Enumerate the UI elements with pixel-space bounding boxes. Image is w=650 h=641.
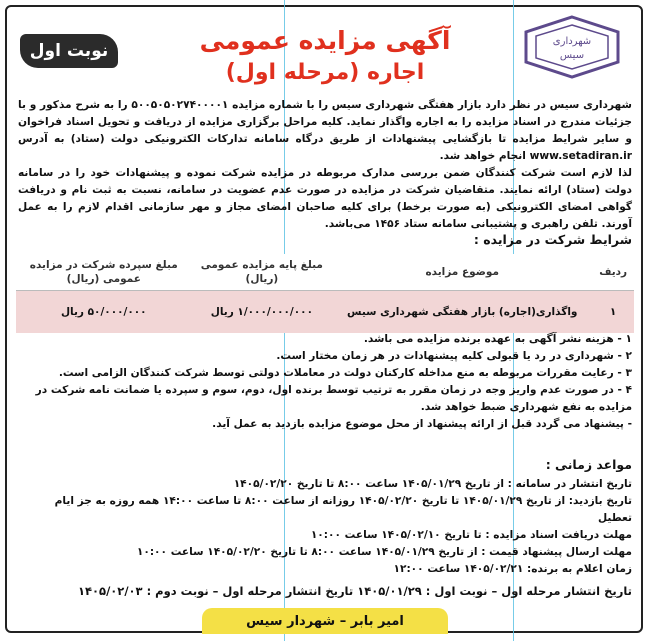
list-item: مهلت دریافت اسناد مزایده : تا تاریخ ۱۴۰۵/۰۲/۱۰ ساعت ۱۰:۰۰ (310, 529, 632, 541)
intro-text: در نظر دارد بازار هفتگی شهرداری سیس را با شماره مزایده ۵۰۰۵۰۵۰۲۷۴۰۰۰۰۱ را به شرح مذکور و با جزئیات مندرج در اسناد مزایده را به اجاره واگذار نماید. کلیه مراحل برگزاری مزایده از دریافت و تحویل اسناد فراخوان و سایر شرایط مزایده تا بازگشایی پیشنهادات از طریق درگاه سامانه تدارکات الکترونیکی دولت (ستاد) به آدرس www.setadiran.ir انجام خواهد شد. (18, 99, 632, 162)
conditions-heading: شرایط شرکت در مزایده : (473, 232, 632, 247)
list-item: ۱ - هزینه نشر آگهی به عهده برنده مزایده می باشد. (363, 333, 632, 345)
intro-lead: شهرداری سیس (549, 99, 632, 111)
list-item: - پیشنهاد می گردد قبل از ارائه پیشنهاد از محل موضوع مزایده بازدید به عمل آید. (212, 418, 632, 430)
publish-dates: تاریخ انتشار مرحله اول – نوبت اول : ۱۴۰۵/۰۱/۲۹ تاریخ انتشار مرحله اول – نوبت دوم : ۱۴۰۵/۰۲/۰۳ (78, 584, 632, 598)
col-header-base-price: مبلغ پایه مزایده عمومی (ریال) (192, 254, 333, 291)
list-item: زمان اعلام به برنده: ۱۴۰۵/۰۲/۲۱ ساعت ۱۲:۰۰ (393, 563, 632, 575)
cell-row-number: ۱ (592, 291, 634, 334)
signature-banner: امیر بابر – شهردار سیس (202, 608, 448, 634)
list-item: تاریخ انتشار در سامانه : از تاریخ ۱۴۰۵/۰۱/۲۹ ساعت ۸:۰۰ تا تاریخ ۱۴۰۵/۰۲/۲۰ (233, 478, 632, 490)
intro-paragraph (18, 97, 632, 165)
svg-text:شهرداری: شهرداری (552, 36, 592, 47)
auction-table (16, 254, 634, 333)
timeline-heading: مواعد زمانی : (545, 457, 632, 472)
col-header-deposit: مبلغ سپرده شرکت در مزایده عمومی (ریال) (16, 254, 192, 291)
col-header-row: ردیف (592, 254, 634, 291)
cell-subject: واگذاری(اجاره) بازار هفتگی شهرداری سیس (332, 291, 592, 334)
page-subtitle: اجاره (مرحله اول) (225, 60, 425, 85)
list-item: ۴ - در صورت عدم واریز وجه در زمان مقرر به ترتیب توسط برنده اول، دوم، سوم و سپرده یا ضمانت نامه شرکت در مزایده به نفع شهرداری ضبط خواهد شد. (35, 384, 632, 413)
cell-base-price: ۱/۰۰۰/۰۰۰/۰۰۰ ریال (192, 291, 333, 334)
col-header-subject: موضوع مزایده (332, 254, 592, 291)
cell-deposit: ۵۰/۰۰۰/۰۰۰ ریال (16, 291, 192, 334)
page-title: آگهی مزایده عمومی (199, 26, 451, 55)
list-item: ۳ - رعایت مقررات مربوطه به منع مداخله کارکنان دولت در معاملات دولتی توسط شرکت کنندگان الزامی است. (58, 367, 632, 379)
intro-paragraph-2: لذا لازم است شرکت کنندگان ضمن بررسی مدارک مربوطه در مزایده شرکت نموده و پیشنهادات خود را در سامانه دولت (ستاد) ارائه نمایند. متقاضیان شرکت در مزایده در صورت عدم عضویت در سامانه، نسبت به ثبت نام و دریافت گواهی امضای الکترونیکی (به صورت برخط) برای کلیه صاحبان امضای مجاز و مهر سازمانی اقدام لازم را به عمل آورند. تلفن راهبری و پشتیبانی سامانه ستاد ۱۴۵۶ می‌باشد. (18, 167, 632, 230)
notes-list (18, 331, 632, 433)
table-row (16, 291, 634, 334)
list-item: ۲ - شهرداری در رد یا قبولی کلیه پیشنهادات در هر زمان مختار است. (276, 350, 632, 362)
list-item: مهلت ارسال پیشنهاد قیمت : از تاریخ ۱۴۰۵/۰۱/۲۹ ساعت ۸:۰۰ تا تاریخ ۱۴۰۵/۰۲/۲۰ ساعت ۱۰:۰۰ (136, 546, 632, 558)
first-notice-badge: نوبت اول (20, 34, 118, 68)
list-item: تاریخ بازدید: از تاریخ ۱۴۰۵/۰۱/۲۹ تا تاریخ ۱۴۰۵/۰۲/۲۰ روزانه از ساعت ۸:۰۰ تا ساعت ۱۴:۰۰ همه روزه به جز ایام تعطیل (54, 495, 632, 524)
timeline-list (18, 476, 632, 578)
svg-text:سیس: سیس (559, 50, 585, 61)
